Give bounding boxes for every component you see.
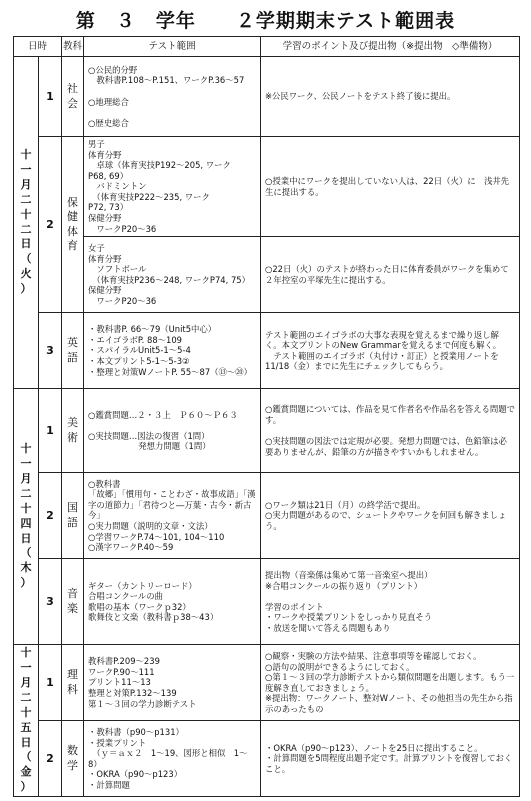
table-row (14, 57, 520, 137)
table-row (14, 721, 520, 797)
study-points: テスト範囲のエイゴラボの大事な表現を覚えるまで繰り返し解く。本文プリントのNew Grammarを覚えるまで何度も解く。 テスト範囲のエイゴラボ（丸付け・訂正）と授業用ノートを11/18（金）までに先生にチェックしてもらう。 (261, 313, 520, 389)
study-points: ○ワーク類は21日（月）の終学活で提出。 ○実力問題があるので、シュートクやワークを何回も解きましょう。 (261, 473, 520, 559)
subject-math: 数 学 (62, 721, 84, 797)
period-number: 2 (39, 721, 62, 797)
period-number: 1 (39, 57, 62, 137)
period-number: 2 (39, 473, 62, 559)
header-range: テスト範囲 (84, 37, 261, 57)
subject-japanese: 国 語 (62, 473, 84, 559)
date-cell-nov22: 十 一 月 二 十 二 日 （ 火 ） (14, 57, 39, 389)
table-row (14, 137, 520, 237)
study-points: ○22日（火）のテストが終わった日に体育委員がワークを集めて２年控室の平塚先生に提出する。 (261, 237, 520, 313)
date-cell-nov24: 十 一 月 二 十 四 日 （ 木 ） (14, 389, 39, 645)
subject-english: 英 語 (62, 313, 84, 389)
period-number: 1 (39, 389, 62, 473)
test-range: ○教科書 「故郷」「慣用句・ことわざ・故事成語」「漢字の道節力」「君待つと―万葉・古今・新古今」 ○実力問題（説明的文章・文法） ○学習ワークP.74～101, 104～110 ○漢字ワークP.40～59 (84, 473, 261, 559)
period-number: 1 (39, 645, 62, 721)
header-subject: 教科 (62, 37, 84, 57)
subject-science: 理 科 (62, 645, 84, 721)
subject-art: 美 術 (62, 389, 84, 473)
page-title: 第 ３ 学年 ２学期期末テスト範囲表 (75, 10, 456, 32)
subject-social-studies: 社 会 (62, 57, 84, 137)
study-points: ○観察・実験の方法や結果、注意事項等を確認しておく。 ○語句の説明ができるようにしておく。 ○第１～３回の学力診断テストから類似問題を出題します。もう一度解き直しておきましょう。 ※提出物：ワークノート、整対Wノート、その他担当の先生から指示のあったもの (261, 645, 520, 721)
subject-health-pe: 保 健 体 育 (62, 137, 84, 313)
table-row (14, 559, 520, 645)
table-row (14, 645, 520, 721)
test-range: ・教科書P. 66～79（Unit5中心） ・エイゴラボP. 88～109 ・スパイラルUnit5-1～5-4 ・本文プリント5-1～5-3② ・整理と対策WノートP. 55～87（⑬～⑳） (84, 313, 261, 389)
subject-music: 音 楽 (62, 559, 84, 645)
study-points: ○授業中にワークを提出していない人は、22日（火）に 浅井先生に提出する。 (261, 137, 520, 237)
study-points: ○鑑賞問題については、作品を見て作者名や作品名を答える問題です。 ○実技問題の図法では定規が必要。発想力問題では、色鉛筆は必要ありませんが、鉛筆の方が描きやすいかもしれません。 (261, 389, 520, 473)
period-number: 3 (39, 559, 62, 645)
table-row (14, 237, 520, 313)
test-range: ○鑑賞問題…２・３上 Ｐ６０～Ｐ６３ ○実技問題…図法の復習（1問） 発想力問題（1問） (84, 389, 261, 473)
test-range: ギター（カントリーロード） 合唱コンクールの曲 歌唱の基本（ワークｐ32） 歌舞伎と文楽（教科書ｐ38～43） (84, 559, 261, 645)
study-points: ※公民ワーク、公民ノートをテスト終了後に提出。 (261, 57, 520, 137)
test-range: 教科書P.209～239 ワークP.90～111 プリント11～13 整理と対策P.132～139 第１～３回の学力診断テスト (84, 645, 261, 721)
study-points: 提出物（音楽係は集めて第一音楽室へ提出） ※合唱コンクールの振り返り（プリント） 学習のポイント ・ワークや授業プリントをしっかり見直そう ・放送を聞いて答える問題もあり (261, 559, 520, 645)
period-number: 3 (39, 313, 62, 389)
test-range: ○公民的分野 教科書P.108～P.151、ワークP.36～57 ○地理総合 ○歴史総合 (84, 57, 261, 137)
test-range: ・教科書（p90～p131） ・授業プリント （ｙ＝ａｘ２ 1～19、図形と相似 1～8） ・OKRA（p90～p123） ・計算問題 (84, 721, 261, 797)
exam-schedule-table (13, 36, 520, 797)
test-range: 男子 体育分野 卓球（体育実技P192～205, ワーク P68, 69） バドミントン （体育実技P222～235, ワーク P72, 73） 保健分野 ワークP20～36 (84, 137, 261, 237)
date-cell-nov25: 十 一 月 二 十 五 日 （ 金 ） (14, 645, 39, 797)
header-points: 学習のポイント及び提出物（※提出物 ◇準備物） (261, 37, 520, 57)
period-number: 2 (39, 137, 62, 313)
header-date: 日時 (14, 37, 62, 57)
table-row (14, 313, 520, 389)
table-row (14, 473, 520, 559)
study-points: ・OKRA（p90～p123）、ノートを25日に提出すること。 ・計算問題を5問程度出題予定です。計算プリントを復習しておくこと。 (261, 721, 520, 797)
test-range: 女子 体育分野 ソフトボール （体育実技P236～248, ワークP74, 75） 保健分野 ワークP20～36 (84, 237, 261, 313)
table-row (14, 389, 520, 473)
header-row (14, 37, 520, 57)
